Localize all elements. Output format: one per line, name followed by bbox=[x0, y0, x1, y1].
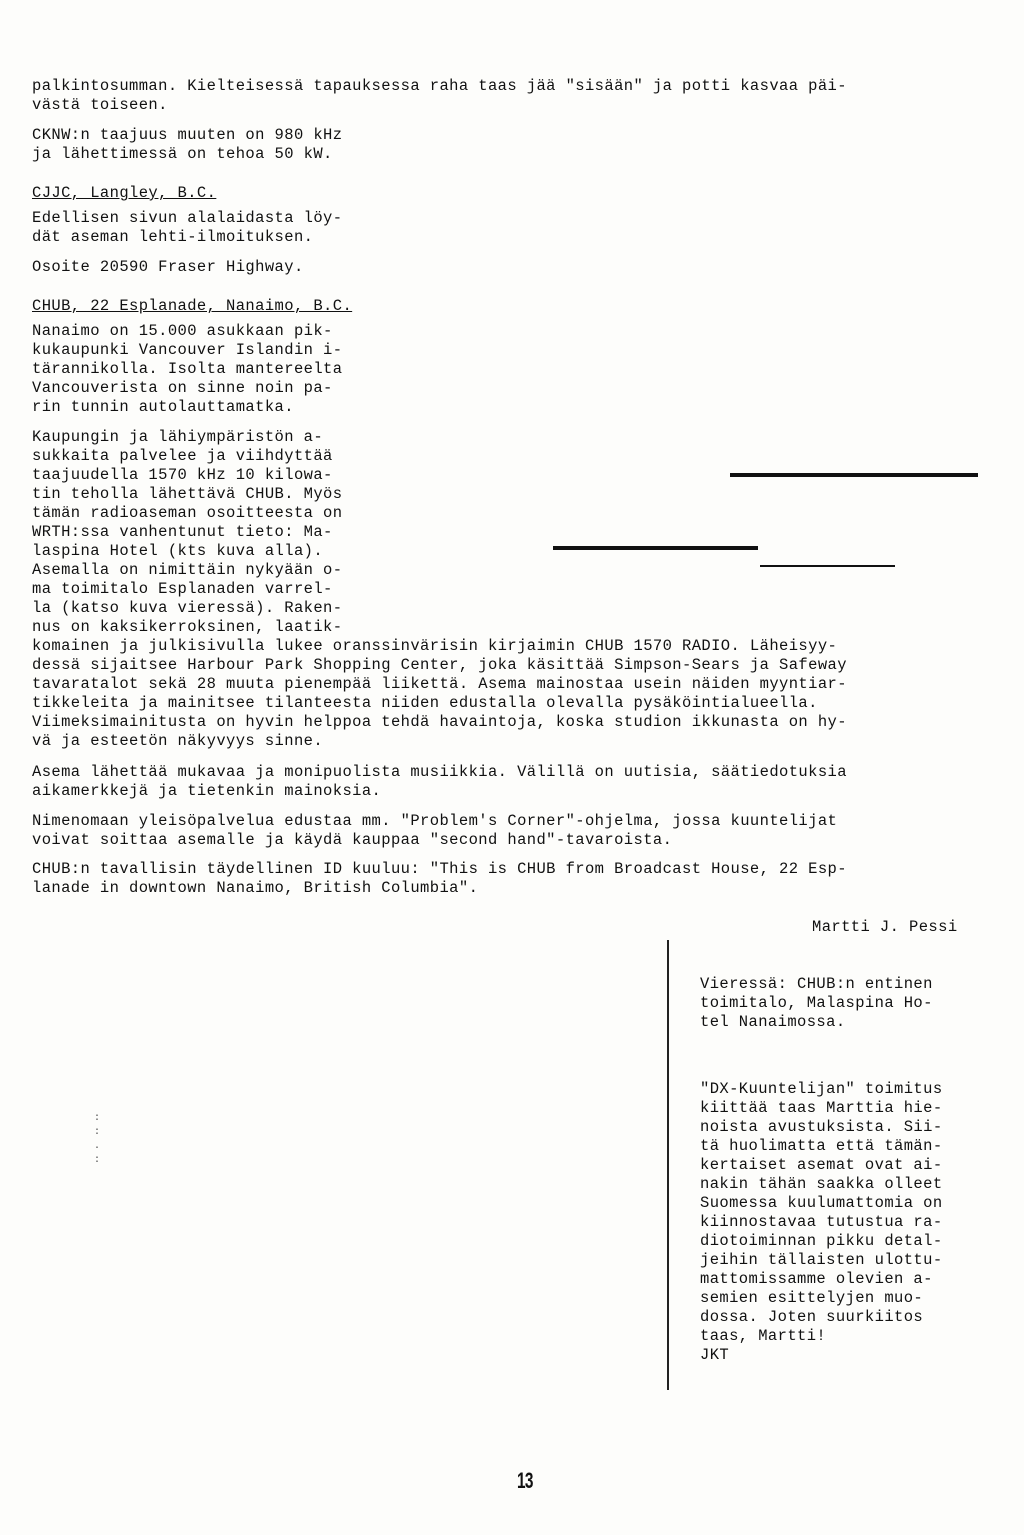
note-line: tä huolimatta että tämän- bbox=[700, 1137, 943, 1155]
text-line: aikamerkkejä ja tietenkin mainoksia. bbox=[32, 782, 382, 800]
text-line: palkintosumman. Kielteisessä tapauksessa raha taas jää "sisään" ja potti kasvaa päi- bbox=[32, 77, 847, 95]
column-divider bbox=[667, 940, 669, 1390]
station-heading-chub: CHUB, 22 Esplanade, Nanaimo, B.C. bbox=[32, 297, 353, 315]
note-line: JKT bbox=[700, 1346, 730, 1364]
photo-edge-line-low bbox=[760, 565, 895, 567]
text-line: la (katso kuva vieressä). Raken- bbox=[32, 599, 343, 617]
text-line: ma toimitalo Esplanaden varrel- bbox=[32, 580, 333, 598]
note-line: taas, Martti! bbox=[700, 1327, 827, 1345]
text-line: Asema lähettää mukavaa ja monipuolista musiikkia. Välillä on uutisia, säätiedotuksia bbox=[32, 763, 847, 781]
caption-line: tel Nanaimossa. bbox=[700, 1013, 846, 1031]
note-line: diotoiminnan pikku detal- bbox=[700, 1232, 943, 1250]
text-line: tin teholla lähettävä CHUB. Myös bbox=[32, 485, 343, 503]
note-line: jeihin tällaisten ulottu- bbox=[700, 1251, 943, 1269]
text-line: kukaupunki Vancouver Islandin i- bbox=[32, 341, 343, 359]
stray-marks: : : . : bbox=[94, 1113, 101, 1166]
text-line: Osoite 20590 Fraser Highway. bbox=[32, 258, 304, 276]
text-line: ja lähettimessä on tehoa 50 kW. bbox=[32, 145, 333, 163]
text-line: komainen ja julkisivulla lukee oranssinvärisin kirjaimin CHUB 1570 RADIO. Läheisyy- bbox=[32, 637, 838, 655]
author-signature: Martti J. Pessi bbox=[812, 918, 958, 936]
text-line: rin tunnin autolauttamatka. bbox=[32, 398, 294, 416]
note-line: nakin tähän saakka olleet bbox=[700, 1175, 943, 1193]
note-line: semien esittelyjen muo- bbox=[700, 1289, 924, 1307]
text-line: Asemalla on nimittäin nykyään o- bbox=[32, 561, 343, 579]
note-line: Suomessa kuulumattomia on bbox=[700, 1194, 943, 1212]
station-heading-cjjc: CJJC, Langley, B.C. bbox=[32, 184, 217, 202]
note-line: kiinnostavaa tutustua ra- bbox=[700, 1213, 943, 1231]
text-line: Viimeksimainitusta on hyvin helppoa tehdä havaintoja, koska studion ikkunasta on hy- bbox=[32, 713, 847, 731]
text-line: CHUB:n tavallisin täydellinen ID kuuluu: "This is CHUB from Broadcast House, 22 Esp- bbox=[32, 860, 847, 878]
text-line: tämän radioaseman osoitteesta on bbox=[32, 504, 343, 522]
note-line: kiittää taas Marttia hie- bbox=[700, 1099, 943, 1117]
text-line: laspina Hotel (kts kuva alla). bbox=[32, 542, 324, 560]
text-line: voivat soittaa asemalle ja käydä kauppaa "second hand"-tavaroista. bbox=[32, 831, 673, 849]
text-line: nus on kaksikerroksinen, laatik- bbox=[32, 618, 343, 636]
text-line: dessä sijaitsee Harbour Park Shopping Center, joka käsittää Simpson-Sears ja Safeway bbox=[32, 656, 847, 674]
caption-line: Vieressä: CHUB:n entinen bbox=[700, 975, 933, 993]
text-line: Vancouverista on sinne noin pa- bbox=[32, 379, 333, 397]
text-line: Edellisen sivun alalaidasta löy- bbox=[32, 209, 343, 227]
text-line: tärannikolla. Isolta mantereelta bbox=[32, 360, 343, 378]
text-line: lanade in downtown Nanaimo, British Columbia". bbox=[32, 879, 479, 897]
text-line: tavaratalot sekä 28 muuta pienempää liikettä. Asema mainostaa usein näiden myyntiar- bbox=[32, 675, 847, 693]
text-line: Nanaimo on 15.000 asukkaan pik- bbox=[32, 322, 333, 340]
note-line: kertaiset asemat ovat ai- bbox=[700, 1156, 943, 1174]
text-line: taajuudella 1570 kHz 10 kilowa- bbox=[32, 466, 333, 484]
text-line: västä toiseen. bbox=[32, 96, 168, 114]
note-line: noista avustuksista. Sii- bbox=[700, 1118, 943, 1136]
text-line: WRTH:ssa vanhentunut tieto: Ma- bbox=[32, 523, 333, 541]
page-number: 13 bbox=[517, 1468, 533, 1493]
text-line: tikkeleita ja mainitsee tilanteesta niiden edustalla olevalla pysäköintialueella. bbox=[32, 694, 818, 712]
text-line: sukkaita palvelee ja viihdyttää bbox=[32, 447, 333, 465]
text-line: Kaupungin ja lähiympäristön a- bbox=[32, 428, 324, 446]
text-line: Nimenomaan yleisöpalvelua edustaa mm. "Problem's Corner"-ohjelma, jossa kuuntelijat bbox=[32, 812, 838, 830]
note-line: "DX-Kuuntelijan" toimitus bbox=[700, 1080, 943, 1098]
note-line: mattomissamme olevien a- bbox=[700, 1270, 933, 1288]
text-line: dät aseman lehti-ilmoituksen. bbox=[32, 228, 314, 246]
note-line: dossa. Joten suurkiitos bbox=[700, 1308, 924, 1326]
photo-edge-line-mid bbox=[553, 546, 758, 550]
caption-line: toimitalo, Malaspina Ho- bbox=[700, 994, 933, 1012]
text-line: CKNW:n taajuus muuten on 980 kHz bbox=[32, 126, 343, 144]
text-line: vä ja esteetön näkyvyys sinne. bbox=[32, 732, 324, 750]
photo-edge-line-top bbox=[730, 473, 978, 477]
